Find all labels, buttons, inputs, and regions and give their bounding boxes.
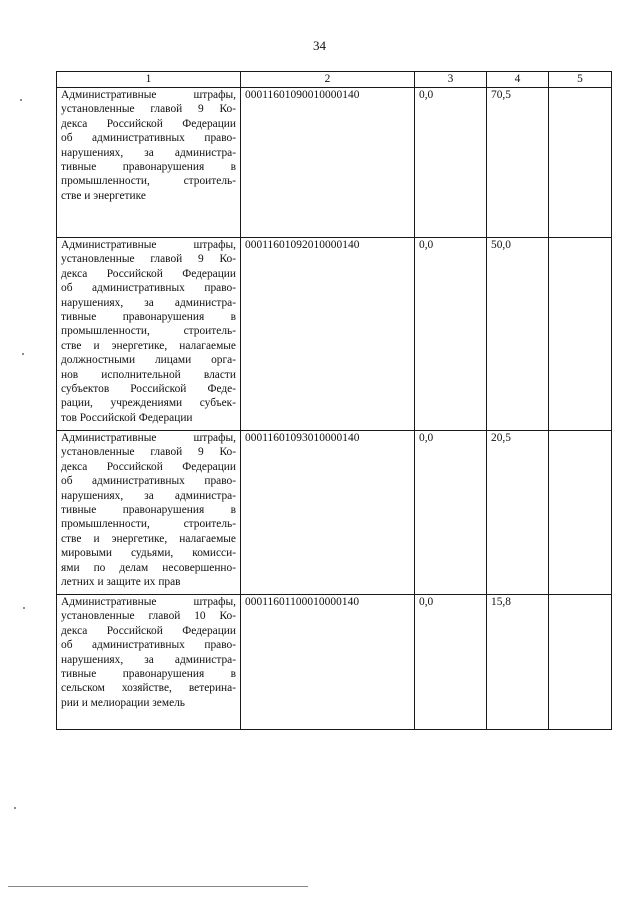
description-line: стве и энергетике, налагаемые: [61, 532, 236, 545]
description-line: стве и энергетике: [61, 189, 146, 202]
table-row: [57, 88, 612, 238]
value-col-5: [549, 88, 612, 238]
value-col-5: [549, 238, 612, 431]
scan-mark: [20, 99, 22, 101]
header-col-5: 5: [549, 72, 612, 88]
description-line: рии и мелиорации земель: [61, 696, 186, 709]
description-line: нов исполнительной власти: [61, 368, 236, 381]
description-line: об административных право-: [61, 132, 236, 145]
description-line: декса Российской Федерации: [61, 267, 236, 280]
scan-mark: [22, 353, 24, 355]
description-line: летних и защите их прав: [61, 575, 181, 588]
description-line: декса Российской Федерации: [61, 117, 236, 130]
description-line: тивные правонарушения в: [61, 160, 236, 173]
value-col-5: [549, 431, 612, 595]
description-line: нарушениях, за администра-: [61, 296, 236, 309]
description-line: нарушениях, за администра-: [61, 653, 236, 666]
description-line: декса Российской Федерации: [61, 624, 236, 637]
scan-mark: [23, 607, 25, 609]
budget-classification-code: 00011601093010000140: [241, 431, 415, 595]
scan-mark: [14, 807, 16, 809]
description-line: промышленности, строитель-: [61, 325, 236, 338]
description-line: тов Российской Федерации: [61, 411, 193, 424]
value-col-3: 0,0: [415, 238, 487, 431]
description-line: тивные правонарушения в: [61, 667, 236, 680]
budget-classification-code: 00011601092010000140: [241, 238, 415, 431]
revenue-description: [57, 431, 241, 595]
description-line: установленные главой 9 Ко-: [61, 103, 236, 116]
description-line: установленные главой 9 Ко-: [61, 253, 236, 266]
description-line: установленные главой 10 Ко-: [61, 610, 236, 623]
description-line: Административные штрафы,: [61, 89, 236, 101]
value-col-4: 70,5: [487, 88, 549, 238]
description-line: нарушениях, за администра-: [61, 489, 236, 502]
description-line: стве и энергетике, налагаемые: [61, 339, 236, 352]
description-line: об административных право-: [61, 639, 236, 652]
description-line: об административных право-: [61, 282, 236, 295]
description-line: установленные главой 9 Ко-: [61, 446, 236, 459]
table-row: [57, 595, 612, 730]
table-row: [57, 431, 612, 595]
value-col-4: 15,8: [487, 595, 549, 730]
header-col-2: 2: [241, 72, 415, 88]
description-line: Административные штрафы,: [61, 596, 236, 608]
description-line: Административные штрафы,: [61, 432, 236, 444]
description-line: тивные правонарушения в: [61, 310, 236, 323]
description-line: тивные правонарушения в: [61, 503, 236, 516]
header-col-3: 3: [415, 72, 487, 88]
value-col-4: 20,5: [487, 431, 549, 595]
header-col-4: 4: [487, 72, 549, 88]
revenue-description: [57, 238, 241, 431]
description-line: должностными лицами орга-: [61, 354, 236, 367]
value-col-3: 0,0: [415, 595, 487, 730]
value-col-4: 50,0: [487, 238, 549, 431]
value-col-3: 0,0: [415, 88, 487, 238]
revenue-description: [57, 88, 241, 238]
revenue-description: [57, 595, 241, 730]
value-col-3: 0,0: [415, 431, 487, 595]
description-line: субъектов Российской Феде-: [61, 382, 236, 395]
budget-classification-code: 00011601100010000140: [241, 595, 415, 730]
description-line: промышленности, строитель-: [61, 175, 236, 188]
table-header-row: [57, 72, 612, 88]
budget-table: [56, 71, 612, 730]
description-line: Административные штрафы,: [61, 239, 236, 251]
page-number: 34: [313, 38, 326, 53]
description-line: нарушениях, за администра-: [61, 146, 236, 159]
description-line: мировыми судьями, комисси-: [61, 547, 236, 560]
description-line: ями по делам несовершенно-: [61, 561, 236, 574]
description-line: об административных право-: [61, 475, 236, 488]
description-line: промышленности, строитель-: [61, 518, 236, 531]
description-line: сельском хозяйстве, ветерина-: [61, 682, 236, 695]
table-row: [57, 238, 612, 431]
value-col-5: [549, 595, 612, 730]
header-col-1: 1: [57, 72, 241, 88]
description-line: рации, учреждениями субъек-: [61, 397, 236, 410]
description-line: декса Российской Федерации: [61, 460, 236, 473]
scan-edge-line: [8, 886, 308, 887]
budget-classification-code: 00011601090010000140: [241, 88, 415, 238]
